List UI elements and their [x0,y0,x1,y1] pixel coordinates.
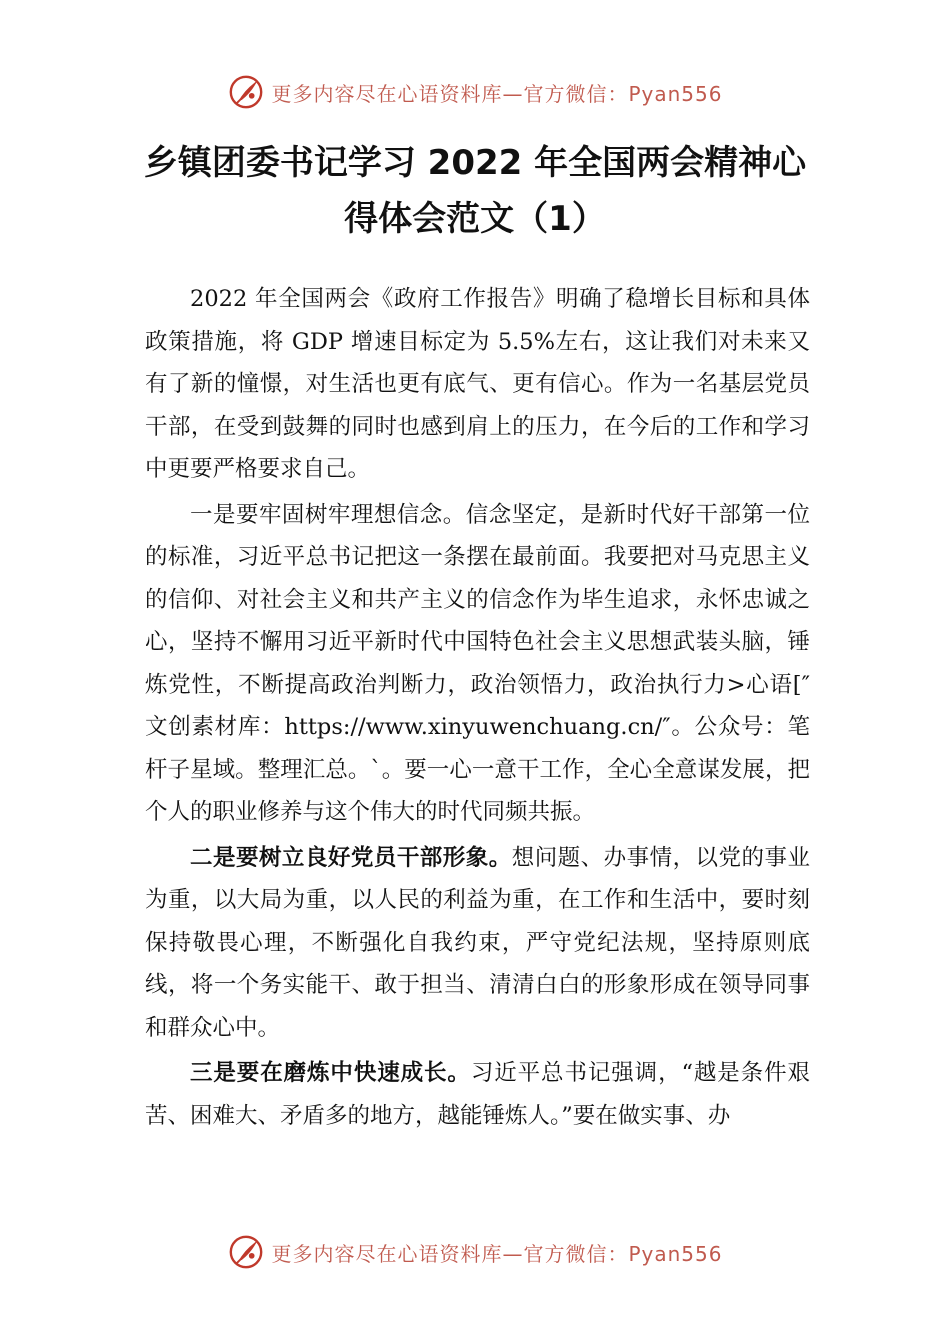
header-banner [0,70,950,114]
paragraph-1 [145,278,810,491]
paragraph-3 [145,837,810,1050]
footer-banner-text: 更多内容尽在心语资料库—官方微信：Pyan556 [271,1241,723,1266]
paragraph-4-text: 习近平总书记强调，“越是条件艰苦、困难大、矛盾多的地方，越能锤炼人。”要在做实事、办 [145,1060,810,1129]
document-body [145,278,810,1140]
quill-logo-icon [227,1233,265,1271]
quill-logo-icon [227,73,265,111]
paragraph-4-lead: 三是要在磨炼中快速成长。 [190,1060,471,1086]
paragraph-2 [145,494,810,834]
title-line-2: 得体会范文（1） [344,199,606,239]
paragraph-3-lead: 二是要树立良好党员干部形象。 [190,844,512,871]
paragraph-4 [145,1052,810,1137]
paragraph-2-text: 一是要牢固树牢理想信念。信念坚定，是新时代好干部第一位的标准，习近平总书记把这一条摆在最前面。我要把对马克思主义的信仰、对社会主义和共产主义的信念作为毕生追求，永怀忠诚之心，坚持不懈用习近平新时代中国特色社会主义思想武装头脑，锤炼党性，不断提高政治判断力，政治领悟力，政治执行力>心语[″文创素材库：https://www.xinyuwenchuang.cn/″。公众号：笔杆子星域。整理汇总。`。要一心一意干工作，全心全意谋发展，把个人的职业修养与这个伟大的时代同频共振。 [145,501,810,825]
page-title [110,135,840,247]
header-banner-text: 更多内容尽在心语资料库—官方微信：Pyan556 [271,81,723,106]
paragraph-3-text: 想问题、办事情，以党的事业为重，以大局为重，以人民的利益为重，在工作和生活中，要时刻保持敬畏心理，不断强化自我约束，严守党纪法规，坚持原则底线，将一个务实能干、敢于担当、清清白白的形象形成在领导同事和群众心中。 [145,844,810,1041]
footer-banner [0,1230,950,1274]
paragraph-1-text: 2022 年全国两会《政府工作报告》明确了稳增长目标和具体政策措施，将 GDP 增速目标定为 5.5%左右，这让我们对未来又有了新的憧憬，对生活也更有底气、更有信心。作为一名基层党员干部，在受到鼓舞的同时也感到肩上的压力，在今后的工作和学习中更要严格要求自己。 [145,286,810,482]
title-line-1: 乡镇团委书记学习 2022 年全国两会精神心 [143,143,807,183]
